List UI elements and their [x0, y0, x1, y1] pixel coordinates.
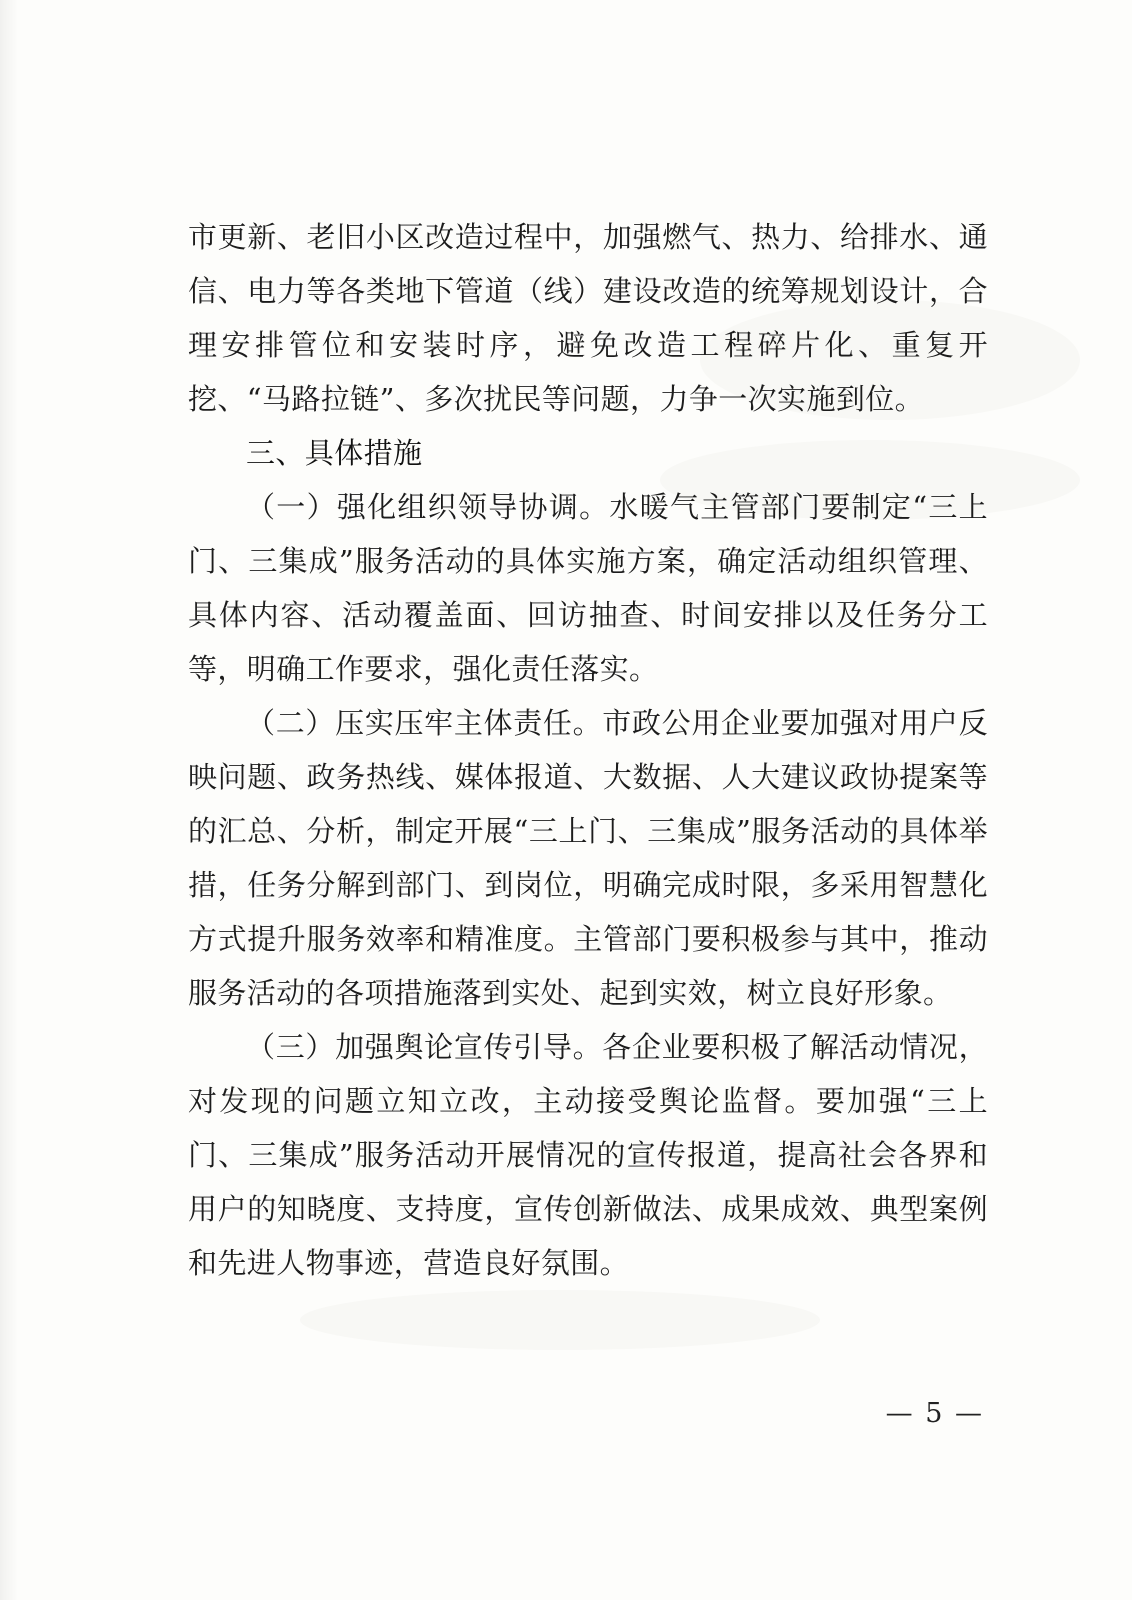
section-heading: 三、具体措施	[246, 436, 423, 470]
paragraph-measure-3: （三）加强舆论宣传引导。各企业要积极了解活动情况，对发现的问题立知立改，主动接受舆论监督。要加强“三上门、三集成”服务活动开展情况的宣传报道，提高社会各界和用户的知晓度、支持度，宣传创新做法、成果成效、典型案例和先进人物事迹，营造良好氛围。	[188, 1030, 988, 1280]
paragraph-continuation: 市更新、老旧小区改造过程中，加强燃气、热力、给排水、通信、电力等各类地下管道（线）建设改造的统筹规划设计，合理安排管位和安装时序，避免改造工程碎片化、重复开挖、“马路拉链”、多次扰民等问题，力争一次实施到位。	[188, 220, 988, 416]
paragraph-measure-2: （二）压实压牢主体责任。市政公用企业要加强对用户反映问题、政务热线、媒体报道、大数据、人大建议政协提案等的汇总、分析，制定开展“三上门、三集成”服务活动的具体举措，任务分解到部门、到岗位，明确完成时限，多采用智慧化方式提升服务效率和精准度。主管部门要积极参与其中，推动服务活动的各项措施落到实处、起到实效，树立良好形象。	[188, 706, 988, 1010]
paragraph-measure-1: （一）强化组织领导协调。水暖气主管部门要制定“三上门、三集成”服务活动的具体实施方案，确定活动组织管理、具体内容、活动覆盖面、回访抽查、时间安排以及任务分工等，明确工作要求，强化责任落实。	[188, 490, 988, 686]
scan-shadow-edge	[0, 0, 18, 1600]
page-number: — 5 —	[885, 1398, 984, 1429]
scan-texture	[300, 1290, 820, 1350]
document-body	[188, 210, 988, 1290]
